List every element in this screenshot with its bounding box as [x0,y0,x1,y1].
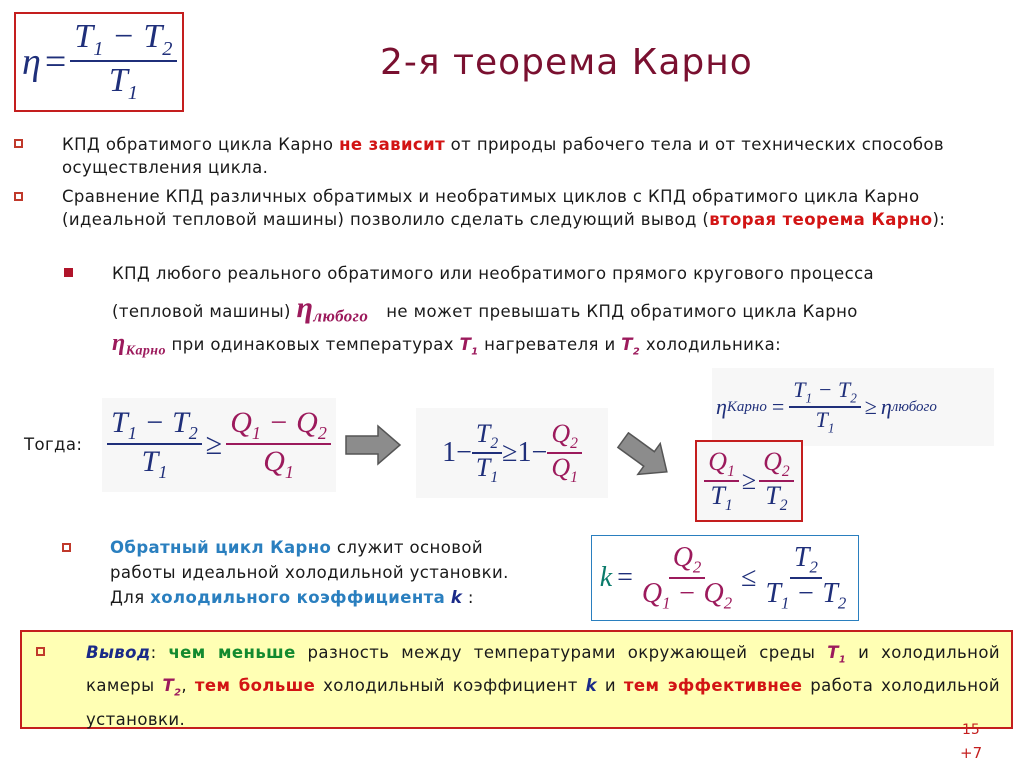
sub-bullet-line-1: КПД любого реального обратимого или необратимого прямого кругового процесса [112,264,875,283]
conclusion-text: Вывод: чем меньше разность между температурами окружающей среды $T_1$ и холодильной камеры $T_2$, тем больше холодильный коэффициент k и тем эффективнее работа холодильной установки. [86,643,1001,729]
carnot-inequality-formula: η Карно = $\frac{T_1 - T_2}{T_1}$ ≥ η любого [712,368,994,446]
ratio-inequality-box: $\frac{Q_1}{T_1}$ ≥ $\frac{Q_2}{T_2}$ [695,440,803,522]
bullet-square-icon [14,139,23,148]
reverse-cycle-line-2: работы идеальной холодильной установки. [110,563,509,582]
efficiency-fraction: $\frac{T_1 - T_2}{T_1}$ [70,19,176,104]
then-label: Тогда: [24,435,83,454]
reverse-cycle-line-3: Для холодильного коэффициента k : [110,588,474,607]
page-title: 2-я теорема Карно [380,42,753,83]
bullet-square-icon [62,543,71,552]
bullet-filled-icon [64,268,73,277]
footer-plus-badge: +7 [960,744,983,762]
refrigeration-coefficient-formula: k = $\frac{Q_2}{Q_1 - Q_2}$ ≤ $\frac{T_2}{T_1 - T_2}$ [591,535,859,621]
sub-bullet-line-2: (тепловой машины) $\eta_{любого}$ не может превышать КПД обратимого цикла Карно [112,291,858,326]
bullet-1-text: КПД обратимого цикла Карно не зависит от природы рабочего тела и от технических способов осуществления цикла. [62,135,945,177]
bullet-square-icon [36,647,45,656]
arrow-down-right-icon [616,432,674,480]
bullet-2-text: Сравнение КПД различных обратимых и необратимых циклов с КПД обратимого цикла Карно (идеальной тепловой машины) позволило сделать следующий вывод (вторая теорема Карно): [62,187,946,229]
bullet-square-icon [14,192,23,201]
eta-symbol: η [22,41,41,83]
temperature-heat-inequality: $\frac{T_1 - T_2}{T_1}$ ≥ $\frac{Q_1 - Q_2}{Q_1}$ [102,398,336,492]
efficiency-formula-box [14,12,184,112]
page-number: 15 [962,722,980,738]
arrow-right-icon [344,424,402,466]
reverse-cycle-line-1: Обратный цикл Карно служит основой [110,538,483,557]
equals-sign: = [44,41,67,83]
sub-bullet-line-3: $\eta_{Карно}$ при одинаковых температурах $T_1$ нагревателя и $T_2$ холодильника: [112,330,782,359]
normalized-inequality: 1− $\frac{T_2}{T_1}$ ≥1− $\frac{Q_2}{Q_1}$ [416,408,608,498]
